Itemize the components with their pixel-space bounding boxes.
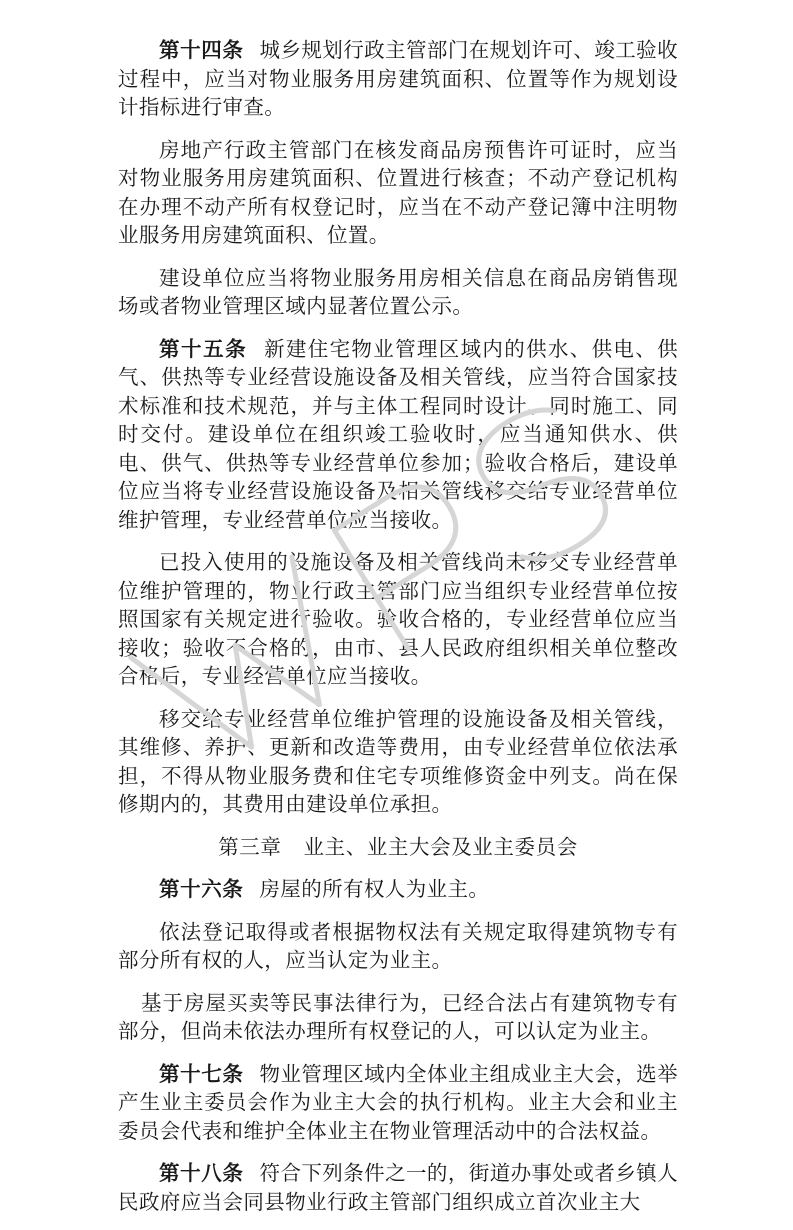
paragraph-text: 符合下列条件之一的，街道办事处或者乡镇人民政府应当会同县物业行政主管部门组织成立首次业主大 [118, 1161, 678, 1214]
body-paragraph [118, 918, 678, 975]
article-number: 第十五条 [159, 336, 248, 361]
article-number: 第十八条 [159, 1161, 244, 1185]
paragraph-text: 房屋的所有权人为业主。 [259, 877, 490, 901]
paragraph-text: 基于房屋买卖等民事法律行为，已经合法占有建筑物专有部分，但尚未依法办理所有权登记的人，可以认定为业主。 [118, 990, 678, 1043]
body-paragraph [118, 548, 678, 691]
body-paragraph [118, 705, 678, 819]
article-paragraph [118, 875, 678, 904]
paragraph-text: 移交给专业经营单位维护管理的设施设备及相关管线，其维修、养护、更新和改造等费用，由专业经营单位依法承担，不得从物业服务费和住宅专项维修资金中列支。尚在保修期内的，其费用由建设单位承担。 [118, 706, 678, 816]
article-number: 第十四条 [159, 38, 244, 62]
article-paragraph [118, 1060, 678, 1146]
paragraph-text: 城乡规划行政主管部门在规划许可、竣工验收过程中，应当对物业服务用房建筑面积、位置等作为规划设计指标进行审查。 [118, 38, 678, 119]
paragraph-text: 已投入使用的设施设备及相关管线尚未移交专业经营单位维护管理的，物业行政主管部门应当组织专业经营单位按照国家有关规定进行验收。验收合格的，专业经营单位应当接收；验收不合格的，由市、县人民政府组织相关单位整改合格后，专业经营单位应当接收。 [118, 550, 678, 688]
article-number: 第十六条 [159, 877, 244, 901]
chapter-number: 第三章 [218, 834, 282, 859]
body-paragraph [118, 989, 678, 1046]
article-paragraph [118, 1159, 678, 1216]
article-paragraph [118, 36, 678, 122]
article-number: 第十七条 [159, 1061, 244, 1086]
body-paragraph [118, 136, 678, 250]
paragraph-text: 房地产行政主管部门在核发商品房预售许可证时，应当对物业服务用房建筑面积、位置进行核查；不动产登记机构在办理不动产所有权登记时，应当在不动产登记簿中注明物业服务用房建筑面积、位置。 [118, 137, 678, 247]
chapter-title: 业主、业主大会及业主委员会 [303, 834, 578, 859]
chapter-heading [118, 833, 678, 862]
paragraph-text: 依法登记取得或者根据物权法有关规定取得建筑物专有部分所有权的人，应当认定为业主。 [118, 919, 678, 972]
paragraph-text: 建设单位应当将物业服务用房相关信息在商品房销售现场或者物业管理区域内显著位置公示。 [118, 265, 678, 318]
body-paragraph [118, 264, 678, 321]
paragraph-text: 物业管理区域内全体业主组成业主大会，选举产生业主委员会作为业主大会的执行机构。业主大会和业主委员会代表和维护全体业主在物业管理活动中的合法权益。 [118, 1061, 678, 1143]
paragraph-text: 新建住宅物业管理区域内的供水、供电、供气、供热等专业经营设施设备及相关管线，应当符合国家技术标准和技术规范，并与主体工程同时设计、同时施工、同时交付。建设单位在组织竣工验收时，应当通知供水、供电、供气、供热等专业经营单位参加；验收合格后，建设单位应当将专业经营设施设备及相关管线移交给专业经营单位维护管理，专业经营单位应当接收。 [118, 336, 678, 532]
document-body [118, 36, 678, 1230]
article-paragraph [118, 335, 678, 535]
